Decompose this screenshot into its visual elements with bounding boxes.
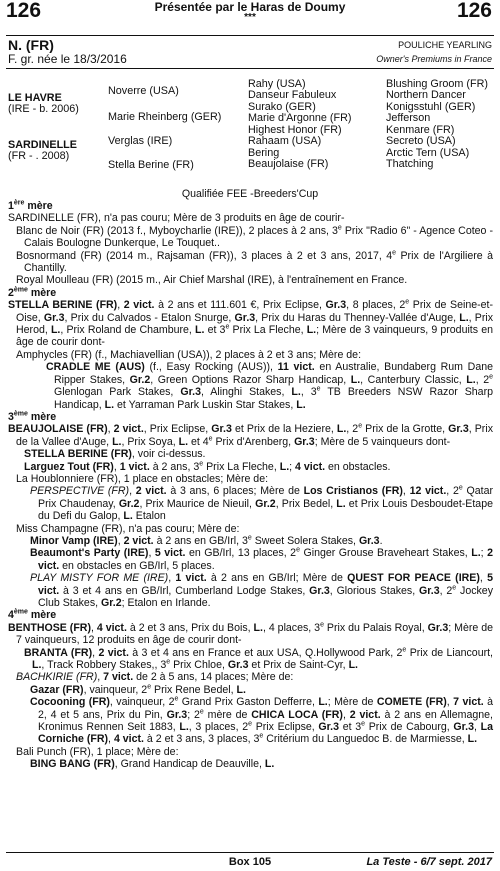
pedigree-gen4: Northern Dancer [386,89,466,101]
qualification-line: Qualifiée FEE -Breeders'Cup [181,188,319,200]
produce-entry: Bosnormand (FR) (2014 m., Rajsaman (FR)), 3 places à 2 et 3 ans, 2017, 4e Prix de l'Argiliere à Chantilly. [16,249,493,275]
produce-entry: CRADLE ME (AUS) (f., Easy Rocking (AUS)), 11 vict. en Australie, Bundaberg Rum Dane Ripper Stakes, Gr.2, Green Options Razor Sharp Handicap, L., Canterbury Classic, L., 2e Glenlogan Park Stakes, Gr.3, Alinghi Stakes, L., 3e TB Breeders NSW Razor Sharp Handicap, L. et Yarraman Park Luskin Star Stakes, L. [46,361,494,411]
pedigree-rule [6,68,494,69]
consignor-stars: *** [244,12,256,23]
pedigree-gen2: Noverre (USA) [108,85,179,97]
produce-entry: Larguez Tout (FR), 1 vict. à 2 ans, 3e Prix La Fleche, L.; 4 vict. en obstacles. [24,460,391,473]
produce-entry: Beaumont's Party (IRE), 5 vict. en GB/Irl, 13 places, 2e Ginger Grouse Braveheart Stakes, L.; 2 vict. en obstacles en GB/Irl, 5 places. [30,546,493,572]
pedigree-gen4: Kenmare (FR) [386,124,455,136]
pedigree-gen3: Rahy (USA) [248,78,306,90]
pedigree-gen2: Stella Berine (FR) [108,159,194,171]
horse-name: N. (FR) [8,37,54,53]
produce-entry: La Houblonniere (FR), 1 place en obstacles; Mère de: [16,472,269,485]
produce-entry: Miss Champagne (FR), n'a pas couru; Mère de: [16,522,240,535]
section-heading-1: 1ère mère [8,199,53,212]
dam-info: (FR - . 2008) [8,150,70,162]
dam-paragraph: BENTHOSE (FR), 4 vict. à 2 et 3 ans, Prix du Bois, L., 4 places, 3e Prix du Palais Royal, Gr.3; Mère de 7 vainqueurs, 12 produits en âge de courir dont- [8,621,493,647]
produce-entry: Minor Vamp (IRE), 2 vict. à 2 ans en GB/Irl, 3e Sweet Solera Stakes, Gr.3. [30,534,383,547]
produce-entry: PERSPECTIVE (FR), 2 vict. à 3 ans, 6 places; Mère de Los Cristianos (FR), 12 vict., 2e Qatar Prix Chaudenay, Gr.2, Prix Maurice de Nieuil, Gr.2, Prix Bedel, L. et Prix Louis Desboudet-Etape du Defi du Galop, L. Etalon [30,484,493,523]
pedigree-gen3: Rahaam (USA) [248,135,322,147]
pedigree-gen3: Danseur Fabuleux [248,89,337,101]
produce-entry: BING BANG (FR), Grand Handicap de Deauville, L. [30,758,275,771]
dam-paragraph: STELLA BERINE (FR), 2 vict. à 2 ans et 111.601 €, Prix Eclipse, Gr.3, 8 places, 2e Prix de Seine-et-Oise, Gr.3, Prix du Calvados - Etalon Snurge, Gr.3, Prix du Haras du Thenney-Vallée d'Auge, L., Prix Herod, L., Prix Roland de Chambure, L. et 3e Prix La Fleche, L.; Mère de 3 vainqueurs, 9 produits en âge de courir dont- [8,298,493,349]
section-heading-3: 3ème mère [8,410,57,423]
produce-entry: STELLA BERINE (FR), voir ci-dessus. [24,448,206,461]
pedigree-gen3: Marie d'Argonne (FR) [248,112,352,124]
pedigree-gen3: Surako (GER) [248,101,316,113]
pedigree-gen2: Marie Rheinberg (GER) [108,111,222,123]
catalogue-page-body [8,200,493,771]
pedigree-gen3: Beaujolaise (FR) [248,158,329,170]
pedigree-gen4: Blushing Groom (FR) [386,78,488,90]
pedigree-gen4: Jefferson [386,112,431,124]
produce-entry: Bali Punch (FR), 1 place; Mère de: [16,745,179,758]
produce-entry: Royal Moulleau (FR) (2015 m., Air Chief Marshal (IRE), à l'entraînement en France. [16,274,408,287]
section-heading-4: 4ème mère [8,608,57,622]
produce-entry: BRANTA (FR), 2 vict. à 3 et 4 ans en France et aux USA, Q.Hollywood Park, 2e Prix de Liancourt, L., Track Robbery Stakes,, 3e Prix Chloe, Gr.3 et Prix de Saint-Cyr, L. [24,646,493,672]
dam-name: SARDINELLE [8,139,77,151]
pedigree-gen4: Konigsstuhl (GER) [386,101,476,113]
owner-premiums: Owner's Premiums in France [376,54,492,64]
consignor-title: Présentée par le Haras de Doumy [154,0,346,14]
horse-birth: F. gr. née le 18/3/2016 [8,52,127,66]
pedigree-gen3: Bering [248,147,280,159]
produce-entry: Blanc de Noir (FR) (2013 f., Myboycharlie (IRE)), 2 places à 2 ans, 3e Prix "Radio 6" - Agence Coteo - Calais Boulogne Dunkerque, Le Touquet.. [16,224,493,250]
pedigree-gen4: Thatching [386,158,434,170]
produce-entry: Amphycles (FR) (f., Machiavellian (USA)), 2 places à 2 et 3 ans; Mère de: [16,348,362,361]
lot-number-left: 126 [6,0,42,22]
produce-entry: Cocooning (FR), vainqueur, 2e Grand Prix Gaston Defferre, L.; Mère de COMETE (FR), 7 vict. à 2, 4 et 5 ans, Prix du Pin, Gr.3; 2e mère de CHICA LOCA (FR), 2 vict. à 2 ans en Allemagne, Kronimus Rennen Seit 1883, L., 3 places, 2e Prix Eclipse, Gr.3 et 3e Prix de Cabourg, Gr.3, La Corniche (FR), 4 vict. à 2 et 3 ans, 3 places, 3e Critérium du Languedoc B. de Marmiesse, L. [30,695,494,746]
horse-category: POULICHE YEARLING [398,40,492,50]
pedigree-gen3: Highest Honor (FR) [248,124,342,136]
produce-entry: BACHKIRIE (FR), 7 vict. de 2 à 5 ans, 14 places; Mère de: [16,671,294,684]
sire-name: LE HAVRE [8,92,62,104]
lot-number-right: 126 [456,0,492,22]
produce-entry: Gazar (FR), vainqueur, 2e Prix Rene Bedel, L. [30,683,246,696]
box-number: Box 105 [228,856,272,868]
header-rule [6,35,494,36]
footer-rule [6,852,494,853]
pedigree-gen4: Arctic Tern (USA) [386,147,470,159]
section-heading-2: 2ème mère [8,286,57,299]
pedigree-gen4: Secreto (USA) [386,135,456,147]
produce-entry: PLAY MISTY FOR ME (IRE), 1 vict. à 2 ans en GB/Irl; Mère de QUEST FOR PEACE (IRE), 5 vict. à 3 et 4 ans en GB/Irl, Cumberland Lodge Stakes, Gr.3, Glorious Stakes, Gr.3, 2e Jockey Club Stakes, Gr.2; Etalon en Irlande. [30,572,493,609]
pedigree-gen2: Verglas (IRE) [108,135,173,147]
dam-paragraph: SARDINELLE (FR), n'a pas couru; Mère de 3 produits en âge de courir- [8,212,345,225]
dam-paragraph: BEAUJOLAISE (FR), 2 vict., Prix Eclipse, Gr.3 et Prix de la Heziere, L., 2e Prix de la Grotte, Gr.3, Prix de la Vallee d'Auge, L., Prix Soya, L. et 4e Prix d'Arenberg, Gr.3; Mère de 5 vainqueurs dont- [8,422,493,448]
sire-info: (IRE - b. 2006) [8,103,79,115]
sale-place-date: La Teste - 6/7 sept. 2017 [366,856,492,868]
